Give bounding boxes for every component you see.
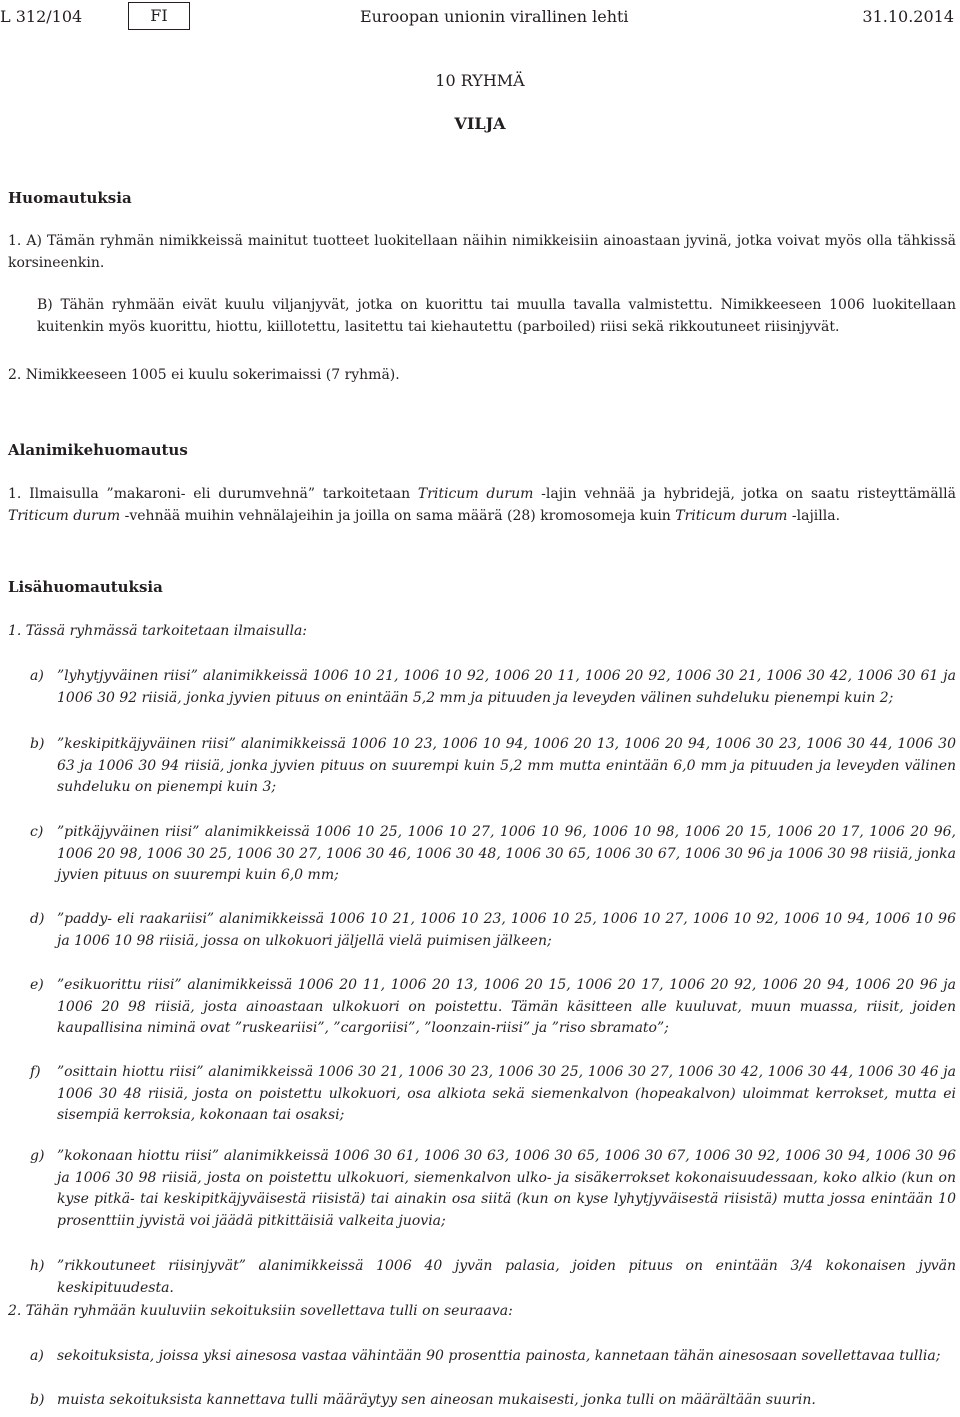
item-text: ”esikuorittu riisi” alanimikkeissä 1006 20 11, 1006 20 13, 1006 20 15, 1006 20 17, 1006 20 92, 1006 20 94, 1006 20 96 ja 1006 20 98 riisiä, josta ainoastaan ulkokuori on poistettu. Tämän käsitteen alle kuuluvat, muun muassa, riisit, joiden kaupallisina niminä ovat ”ruskeariisi”, ”cargoriisi”, ”loonzain-riisi” ja ”riso sbramato”; <box>57 977 956 1036</box>
note-2: 2. Nimikkeeseen 1005 ei kuulu sokerimaissi (7 ryhmä). <box>8 367 400 383</box>
item-label: d) <box>30 911 45 927</box>
page-reference: L 312/104 <box>0 7 83 26</box>
item-text: ”pitkäjyväinen riisi” alanimikkeissä 1006 10 25, 1006 10 27, 1006 10 96, 1006 10 98, 1006 20 15, 1006 20 17, 1006 20 96, 1006 20 98, 1006 30 25, 1006 30 27, 1006 30 46, 1006 30 48, 1006 30 65, 1006 30 67, 1006 30 96 ja 1006 30 98 riisiä, jonka jyvien pituus on suurempi kuin 6,0 mm; <box>57 824 956 883</box>
subheading-note-heading: Alanimikehuomautus <box>8 441 188 459</box>
notes-heading: Huomautuksia <box>8 189 132 207</box>
item-label: e) <box>30 977 44 993</box>
item-text: ”kokonaan hiottu riisi” alanimikkeissä 1006 30 61, 1006 30 63, 1006 30 65, 1006 30 67, 1006 30 92, 1006 30 94, 1006 30 96 ja 1006 30 98 riisiä, josta on poistettu ulkokuori, siemenkalvon ulko- ja sisäkerrokset kokonaisuudessaan, koko alkio (kun on kyse pitkä- tai keskipitkäjyväisestä riisistä) tai ainakin osa siitä (kun on kyse lyhytjyväisestä riisistä) mutta jossa enintään 10 prosenttiin jyvistä voi jäädä pitkittäisiä valkeita juovia; <box>57 1148 956 1229</box>
item-label: a) <box>30 668 44 684</box>
publication-date: 31.10.2014 <box>862 7 954 26</box>
item-label: b) <box>30 1392 45 1408</box>
additional-note-2-intro: 2. Tähän ryhmään kuuluviin sekoituksiin sovellettava tulli on seuraava: <box>8 1303 513 1319</box>
subheading-note-1: 1. Ilmaisulla ”makaroni- eli durumvehnä” tarkoitetaan Triticum durum -lajin vehnää ja hybridejä, jotka on saatu risteyttämällä Triticum durum -vehnää muihin vehnälajeihin ja joilla on sama määrä (28) kromosomeja kuin Triticum durum -lajilla. <box>8 486 956 524</box>
item-text: ”keskipitkäjyväinen riisi” alanimikkeissä 1006 10 23, 1006 10 94, 1006 20 13, 1006 20 94, 1006 30 23, 1006 30 44, 1006 30 63 ja 1006 30 94 riisiä, jonka jyvien pituus on suurempi kuin 5,2 mm mutta enintään 6,0 mm ja pituuden ja leveyden välinen suhdeluku on pienempi kuin 3; <box>57 736 956 795</box>
item-text: ”lyhytjyväinen riisi” alanimikkeissä 1006 10 21, 1006 10 92, 1006 20 11, 1006 20 92, 1006 30 21, 1006 30 42, 1006 30 61 ja 1006 30 92 riisiä, jonka jyvien pituus on enintään 5,2 mm ja pituuden ja leveyden välinen suhdeluku pienempi kuin 2; <box>57 668 956 706</box>
item-label: c) <box>30 824 44 840</box>
chapter-number: 10 RYHMÄ <box>435 71 525 90</box>
item-text: ”rikkoutuneet riisinjyvät” alanimikkeissä 1006 40 jyvän palasia, joiden pituus on enintään 3/4 kokonaisen jyvän keskipituudesta. <box>57 1258 956 1296</box>
item-label: f) <box>30 1064 41 1080</box>
chapter-title: VILJA <box>454 114 506 133</box>
item-label: b) <box>30 736 45 752</box>
additional-note-1-intro: 1. Tässä ryhmässä tarkoitetaan ilmaisulla: <box>8 623 308 639</box>
item-label: a) <box>30 1348 44 1364</box>
item-text: sekoituksista, joissa yksi ainesosa vastaa vähintään 90 prosenttia painosta, kannetaan tähän ainesosaan sovellettavaa tullia; <box>57 1348 941 1364</box>
page-header <box>0 0 960 34</box>
journal-title: Euroopan unionin virallinen lehti <box>360 7 629 26</box>
item-label: g) <box>30 1148 45 1164</box>
language-badge: FI <box>128 2 190 30</box>
note-1b: B) Tähän ryhmään eivät kuulu viljanjyvät, jotka on kuorittu tai muulla tavalla valmistettu. Nimikkeeseen 1006 luokitellaan kuitenkin myös kuorittu, hiottu, kiillotettu, lasitettu tai kiehautettu (parboiled) riisi sekä rikkoutuneet riisinjyvät. <box>37 297 956 335</box>
note-1a: 1. A) Tämän ryhmän nimikkeissä mainitut tuotteet luokitellaan näihin nimikkeisiin ainoastaan jyvinä, jotka voivat myös olla tähkissä korsineenkin. <box>8 233 956 271</box>
item-text: ”osittain hiottu riisi” alanimikkeissä 1006 30 21, 1006 30 23, 1006 30 25, 1006 30 27, 1006 30 42, 1006 30 44, 1006 30 46 ja 1006 30 48 riisiä, josta on poistettu ulkokuori, osa alkiota sekä siemenkalvon (hopeakalvon) uloimmat kerrokset, mutta ei sisempiä kerroksia, kokonaan tai osaksi; <box>57 1064 956 1123</box>
additional-notes-heading: Lisähuomautuksia <box>8 578 163 596</box>
item-text: ”paddy- eli raakariisi” alanimikkeissä 1006 10 21, 1006 10 23, 1006 10 25, 1006 10 27, 1006 10 92, 1006 10 94, 1006 10 96 ja 1006 10 98 riisiä, jossa on ulkokuori jäljellä vielä puimisen jälkeen; <box>57 911 956 949</box>
item-label: h) <box>30 1258 45 1274</box>
item-text: muista sekoituksista kannettava tulli määräytyy sen aineosan mukaisesti, jonka tulli on määrältään suurin. <box>57 1392 816 1408</box>
